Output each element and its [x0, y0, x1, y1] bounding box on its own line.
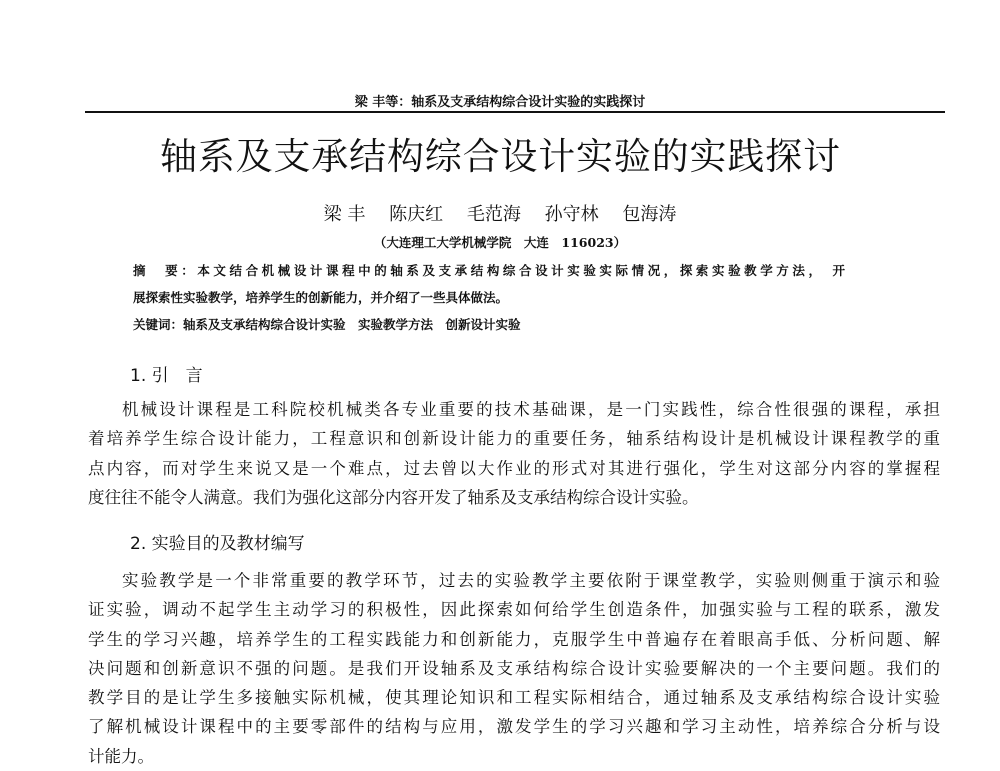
body-line: 实验教学是一个非常重要的教学环节，过去的实验教学主要依附于课堂教学，实验则侧重于演示和验 [122, 571, 940, 590]
author: 陈庆红 [389, 204, 444, 225]
body-line: 机械设计课程是工科院校机械类各专业重要的技术基础课，是一门实践性，综合性很强的课程，承担 [122, 400, 940, 419]
body-line: 着培养学生综合设计能力，工程意识和创新设计能力的重要任务，轴系结构设计是机械设计课程教学的重 [88, 429, 940, 449]
body-line: 教学目的是让学生多接触实际机械，使其理论知识和工程实际相结合，通过轴系及支承结构综合设计实验 [88, 688, 940, 708]
body-line: 了解机械设计课程中的主要零部件的结构与应用，激发学生的学习兴趣和学习主动性，培养综合分析与设 [88, 717, 940, 737]
author: 毛范海 [466, 204, 521, 225]
abstract-label: 摘 要： [133, 263, 198, 278]
section-body [88, 395, 940, 512]
abstract-text: 本文结合机械设计课程中的轴系及支承结构综合设计实验实际情况，探索实验教学方法， 开 [197, 263, 845, 278]
keywords-label: 关键词： [133, 317, 184, 332]
affiliation: （大连理工大学机械学院 大连 116023） [373, 235, 627, 250]
header-rule [85, 111, 945, 113]
body-line: 决问题和创新意识不强的问题。是我们开设轴系及支承结构综合设计实验要解决的一个主要问题。我们的 [88, 658, 940, 678]
body-line: 学生的学习兴趣，培养学生的工程实践能力和创新能力，克服学生中普遍存在着眼高手低、分析问题、解 [88, 629, 940, 649]
body-line: 证实验，调动不起学生主动学习的积极性，因此探索如何给学生创造条件，加强实验与工程的联系，激发 [88, 600, 940, 620]
running-header: 梁 丰等：轴系及支承结构综合设计实验的实践探讨 [354, 95, 646, 110]
author-list [0, 200, 1000, 226]
section-heading: 2. 实验目的及教材编写 [130, 534, 305, 554]
abstract-line: 展探索性实验教学，培养学生的创新能力，并介绍了一些具体做法。 [133, 290, 509, 305]
author: 包海涛 [622, 204, 677, 225]
section-heading: 1. 引 言 [130, 366, 203, 386]
keywords [133, 316, 521, 334]
body-line: 度往往不能令人满意。我们为强化这部分内容开发了轴系及支承结构综合设计实验。 [88, 487, 699, 507]
body-line: 计能力。 [88, 746, 154, 766]
abstract-line [133, 262, 845, 280]
body-line: 点内容，而对学生来说又是一个难点，过去曾以大作业的形式对其进行强化，学生对这部分内容的掌握程 [88, 458, 940, 478]
keywords-text: 轴系及支承结构综合设计实验 实验教学方法 创新设计实验 [183, 317, 521, 332]
paper-title: 轴系及支承结构综合设计实验的实践探讨 [160, 135, 840, 178]
section-body [88, 566, 940, 771]
author: 孙守林 [544, 204, 599, 225]
author: 梁 丰 [323, 204, 366, 225]
